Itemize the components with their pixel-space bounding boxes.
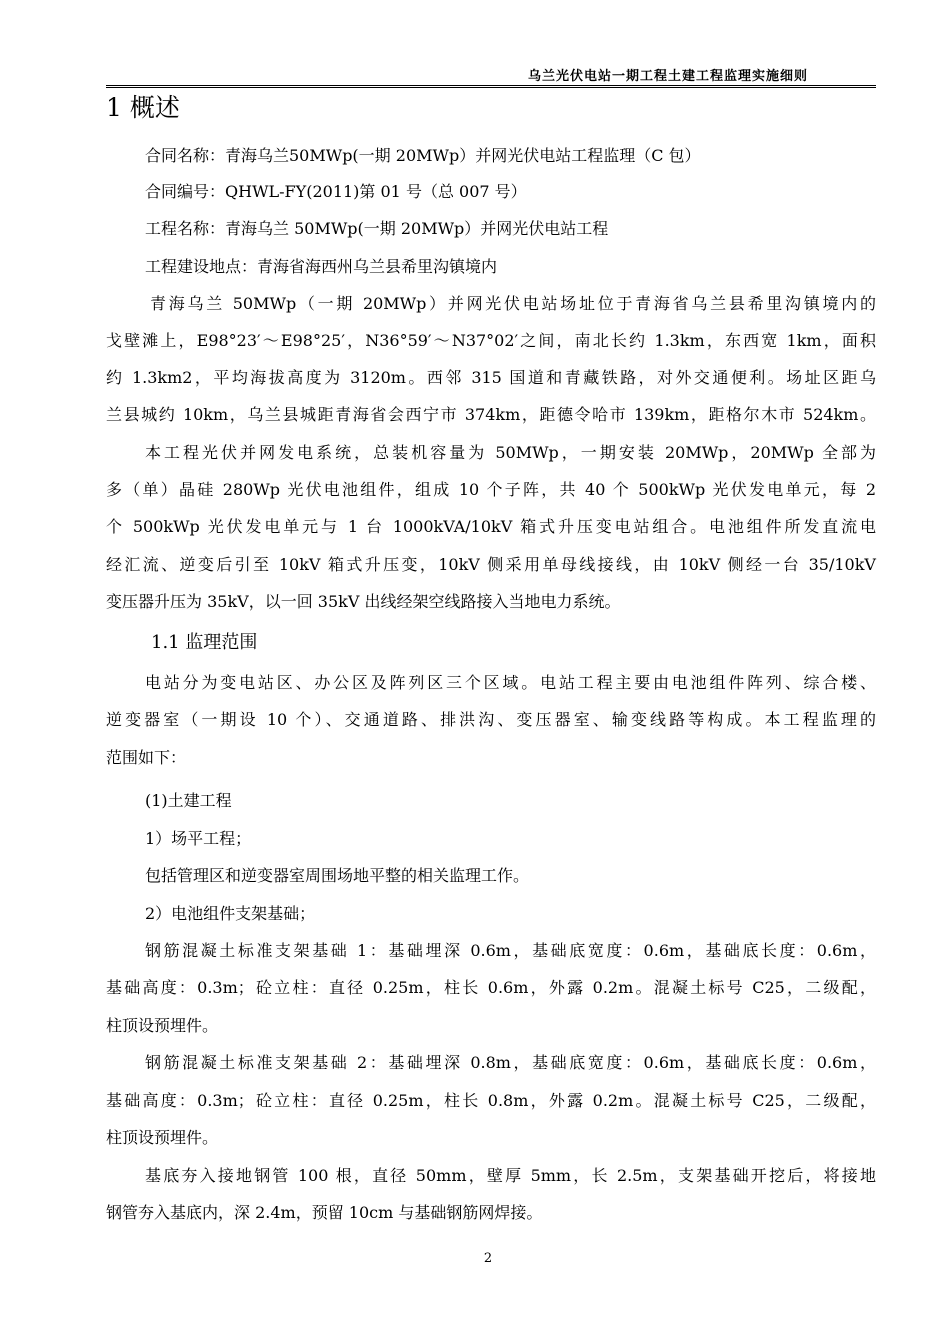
section-heading: 1 概述 — [106, 93, 180, 122]
foundation-2-line: 柱顶设预埋件。 — [106, 1128, 219, 1147]
site-paragraph-line: 约 1.3km2，平均海拔高度为 3120m。西邻 315 国道和青藏铁路，对外交通便利。场址区距乌 — [106, 368, 876, 387]
foundation-1-line: 钢筋混凝土标准支架基础 1：基础埋深 0.6m，基础底宽度：0.6m，基础底长度：0.6m， — [145, 941, 876, 960]
page-number: 2 — [483, 1251, 493, 1266]
foundation-2-line: 基础高度：0.3m；砼立柱：直径 0.25m，柱长 0.8m，外露 0.2m。混凝土标号 C25，二级配， — [106, 1091, 876, 1110]
foundation-1-line: 柱顶设预埋件。 — [106, 1016, 219, 1035]
module-foundation-item: 2）电池组件支架基础； — [145, 904, 316, 923]
system-paragraph-line: 多（单）晶硅 280Wp 光伏电池组件，组成 10 个子阵，共 40 个 500kWp 光伏发电单元，每 2 — [106, 480, 876, 499]
system-paragraph-line: 经汇流、逆变后引至 10kV 箱式升压变，10kV 侧采用单母线接线，由 10kV 侧经一台 35/10kV — [106, 555, 876, 574]
civil-works-item: (1)土建工程 — [145, 791, 232, 810]
subsection-heading: 1.1 监理范围 — [151, 632, 258, 653]
project-location-line: 工程建设地点：青海省海西州乌兰县希里沟镇境内 — [145, 257, 498, 276]
grounding-line: 钢管夯入基底内，深 2.4m，预留 10cm 与基础钢筋网焊接。 — [106, 1203, 543, 1222]
contract-number-line: 合同编号：QHWL-FY(2011)第 01 号（总 007 号） — [145, 182, 527, 201]
site-paragraph-line: 青海乌兰 50MWp（一期 20MWp）并网光伏电站场址位于青海省乌兰县希里沟镇境内的 — [150, 294, 876, 313]
system-paragraph-line: 个 500kWp 光伏发电单元与 1 台 1000kVA/10kV 箱式升压变电站组合。电池组件所发直流电 — [106, 517, 876, 536]
grounding-line: 基底夯入接地钢管 100 根，直径 50mm，壁厚 5mm，长 2.5m，支架基础开挖后，将接地 — [145, 1166, 876, 1185]
contract-name-line: 合同名称：青海乌兰50MWp(一期 20MWp）并网光伏电站工程监理（C 包） — [145, 146, 701, 165]
header-rule-secondary — [106, 87, 876, 88]
project-name-line: 工程名称：青海乌兰 50MWp(一期 20MWp）并网光伏电站工程 — [145, 219, 609, 238]
scope-paragraph-line: 电站分为变电站区、办公区及阵列区三个区域。电站工程主要由电池组件阵列、综合楼、 — [145, 673, 876, 692]
foundation-2-line: 钢筋混凝土标准支架基础 2：基础埋深 0.8m，基础底宽度：0.6m，基础底长度：0.6m， — [145, 1053, 876, 1072]
scope-paragraph-line: 范围如下： — [106, 748, 187, 767]
site-paragraph-line: 兰县城约 10km，乌兰县城距青海省会西宁市 374km，距德令哈市 139km，距格尔木市 524km。 — [106, 405, 876, 424]
scope-paragraph-line: 逆变器室（一期设 10 个）、交通道路、排洪沟、变压器室、输变线路等构成。本工程监理的 — [106, 710, 876, 729]
site-leveling-description: 包括管理区和逆变器室周围场地平整的相关监理工作。 — [145, 866, 530, 885]
header-rule — [106, 85, 876, 86]
foundation-1-line: 基础高度：0.3m；砼立柱：直径 0.25m，柱长 0.6m，外露 0.2m。混凝土标号 C25，二级配， — [106, 978, 876, 997]
running-header: 乌兰光伏电站一期工程土建工程监理实施细则 — [527, 69, 808, 84]
system-paragraph-line: 变压器升压为 35kV，以一回 35kV 出线经架空线路接入当地电力系统。 — [106, 592, 621, 611]
site-leveling-item: 1）场平工程； — [145, 829, 252, 848]
site-paragraph-line: 戈壁滩上，E98°23′～E98°25′，N36°59′～N37°02′之间，南北长约 1.3km，东西宽 1km，面积 — [106, 331, 876, 350]
system-paragraph-line: 本工程光伏并网发电系统，总装机容量为 50MWp，一期安装 20MWp，20MWp 全部为 — [145, 443, 876, 462]
